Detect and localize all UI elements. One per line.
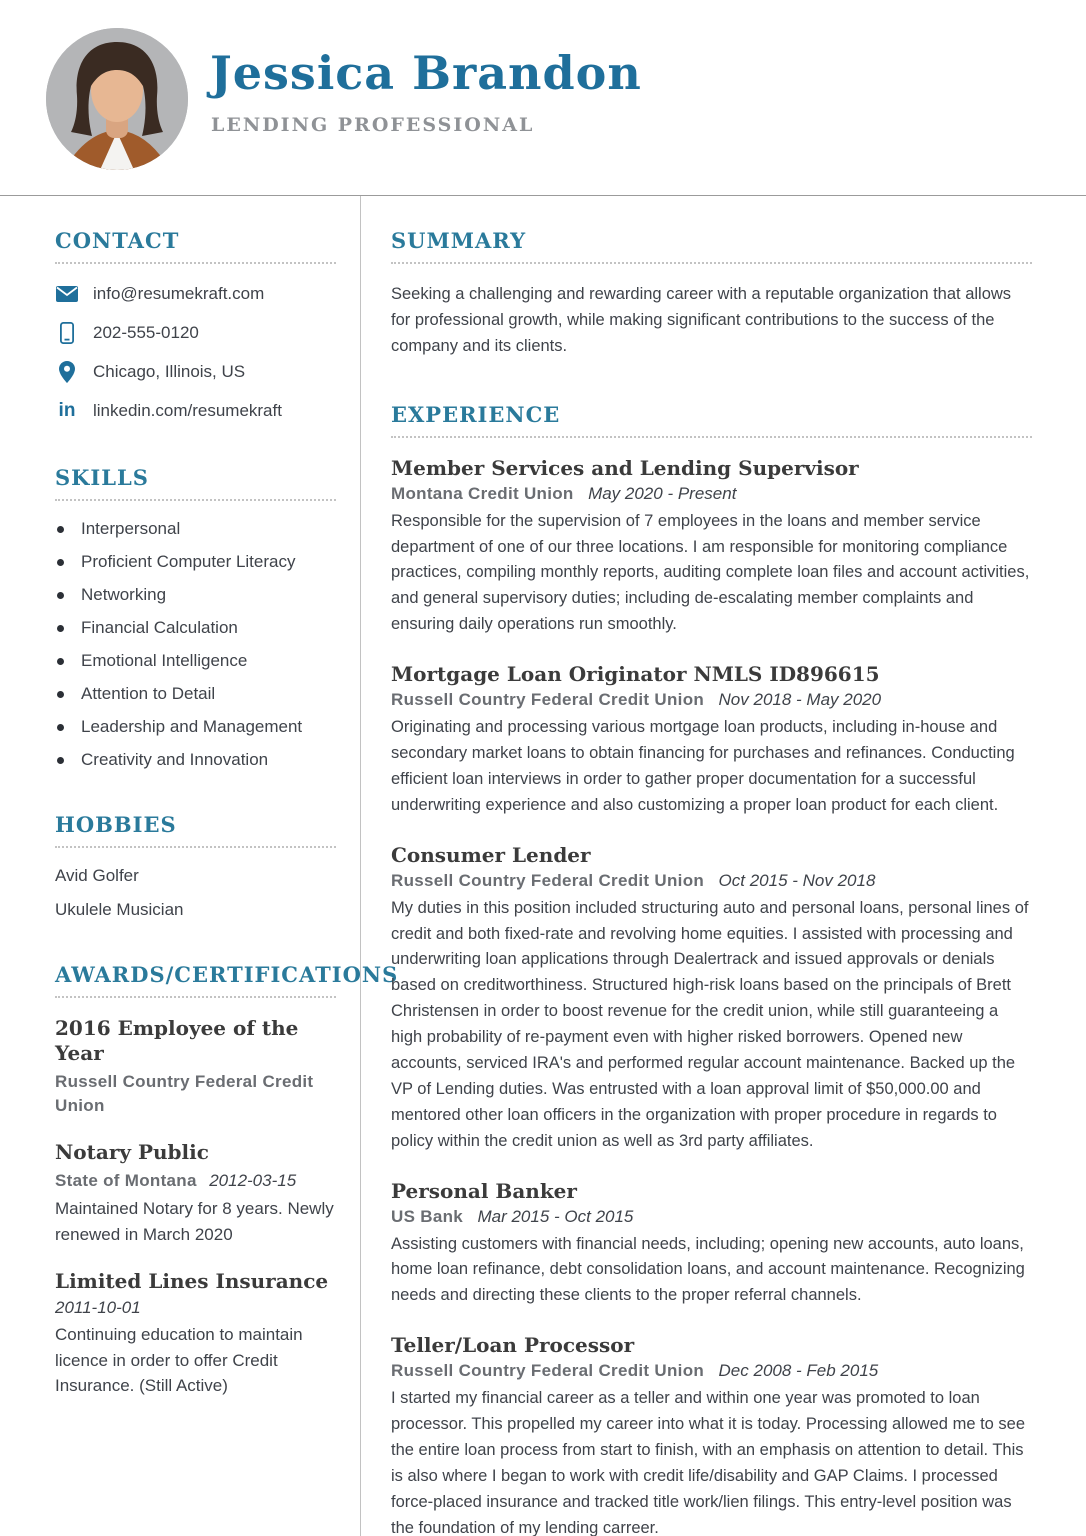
experience-section <box>391 402 1032 1536</box>
skill-item: Financial Calculation <box>55 618 336 638</box>
award-title: Notary Public <box>55 1139 209 1164</box>
phone-icon <box>55 321 79 345</box>
skill-item: Attention to Detail <box>55 684 336 704</box>
summary-section <box>391 228 1032 360</box>
experience-heading: EXPERIENCE <box>391 402 1032 438</box>
hobby-item: Ukulele Musician <box>55 900 184 919</box>
job-dates: May 2020 - Present <box>588 483 737 503</box>
award-organization: Russell Country Federal Credit Union <box>55 1072 314 1115</box>
job-title: Member Services and Lending Supervisor <box>391 455 859 480</box>
hobbies-section <box>55 812 336 920</box>
job-description: I started my financial career as a teller and within one year was promoted to loan processor. This propelled my career into what it is today. Processing allowed me to see the entire loan process from start to finish, with an emphasis on attention to detail. This is also where I began to work with credit life/disability and GAP Claims. I processed force-placed insurance and tracked title work/lien filings. This entry-level position was the foundation of my lending carreer. <box>391 1389 1026 1536</box>
hobbies-heading: HOBBIES <box>55 812 336 848</box>
job-title: Personal Banker <box>391 1178 577 1203</box>
awards-section <box>55 962 399 1399</box>
skill-item: Leadership and Management <box>55 717 336 737</box>
linkedin-icon: in <box>58 400 76 421</box>
job-company: Russell Country Federal Credit Union <box>391 870 705 890</box>
profile-photo <box>46 28 188 170</box>
job-dates: Mar 2015 - Oct 2015 <box>477 1206 634 1226</box>
skill-item: Emotional Intelligence <box>55 651 336 671</box>
profile-photo-illustration <box>46 28 188 170</box>
award-description: Continuing education to maintain licence in order to offer Credit Insurance. (Still Active) <box>55 1325 303 1396</box>
award-date: 2011-10-01 <box>55 1298 141 1318</box>
skills-heading: SKILLS <box>55 465 336 501</box>
contact-location-text: Chicago, Illinois, US <box>93 362 246 381</box>
skill-item: Interpersonal <box>55 519 336 539</box>
summary-text: Seeking a challenging and rewarding career with a reputable organization that allows for professional growth, while making significant contributions to the success of the company and its clients. <box>391 285 1012 355</box>
job-company: Russell Country Federal Credit Union <box>391 1361 705 1381</box>
skill-item: Creativity and Innovation <box>55 750 336 770</box>
mail-icon <box>55 282 79 306</box>
contact-email[interactable] <box>55 282 336 306</box>
contact-email-text: info@resumekraft.com <box>93 284 265 303</box>
job-meta <box>391 1361 1032 1381</box>
skill-item: Proficient Computer Literacy <box>55 552 336 572</box>
experience-entry <box>391 662 1032 819</box>
award-entry <box>55 1016 336 1118</box>
contact-location[interactable] <box>55 360 336 384</box>
award-entry <box>55 1140 336 1248</box>
award-entry <box>55 1269 336 1399</box>
skill-item: Networking <box>55 585 336 605</box>
job-meta <box>391 1207 1032 1227</box>
contact-phone[interactable] <box>55 321 336 345</box>
awards-heading: AWARDS/CERTIFICATIONS <box>55 962 336 998</box>
job-company: Montana Credit Union <box>391 483 574 503</box>
job-meta <box>391 690 1032 710</box>
person-name: Jessica Brandon <box>210 46 642 100</box>
job-meta <box>391 484 1032 504</box>
experience-entry <box>391 1333 1032 1536</box>
award-title: 2016 Employee of the Year <box>55 1016 299 1065</box>
contact-phone-text: 202-555-0120 <box>93 323 199 342</box>
job-company: Russell Country Federal Credit Union <box>391 690 705 710</box>
job-description: Assisting customers with financial needs, including; opening new accounts, auto loans, home loan refinance, debt consolidation loans, and account maintenance. Recognizing needs and directing these clients to the proper referral channels. <box>391 1234 1025 1305</box>
contact-section <box>55 228 336 423</box>
experience-entry <box>391 1179 1032 1310</box>
job-title: Mortgage Loan Originator NMLS ID896615 <box>391 662 880 687</box>
person-title: LENDING PROFESSIONAL <box>211 114 535 136</box>
job-description: My duties in this position included structuring auto and personal loans, personal lines of credit and both fixed-rate and revolving home equities. I assisted with processing and underwriting loan applications through Dealertrack and issued approvals or denials based on creditworthiness. Structured high-risk loans based on the principals of Brett Christensen in order to boost revenue for the credit union, while still guaranteeing a high probability of re-payment even with higher risked borrowers. Opened new accounts, serviced IRA's and performed regular account maintenance. Backed up the VP of Lending duties. Was entrusted with a loan approval limit of $50,000.00 and mentored other loan officers in the organization with proper procedure in regards to policy within the credit union as well as 3rd party affiliates. <box>391 898 1029 1150</box>
award-date: 2012-03-15 <box>209 1170 297 1190</box>
skills-list <box>55 519 336 770</box>
experience-entry <box>391 843 1032 1155</box>
job-title: Consumer Lender <box>391 842 591 867</box>
award-title: Limited Lines Insurance <box>55 1269 329 1294</box>
job-dates: Oct 2015 - Nov 2018 <box>718 870 876 890</box>
award-description: Maintained Notary for 8 years. Newly renewed in March 2020 <box>55 1199 334 1244</box>
contact-linkedin[interactable] <box>55 399 336 423</box>
job-meta <box>391 871 1032 891</box>
job-title: Teller/Loan Processor <box>391 1333 635 1358</box>
job-dates: Nov 2018 - May 2020 <box>718 690 882 710</box>
job-company: US Bank <box>391 1206 464 1226</box>
award-organization: State of Montana <box>55 1170 197 1190</box>
location-icon <box>55 360 79 384</box>
hobby-item: Avid Golfer <box>55 866 139 885</box>
right-column <box>361 196 1086 1536</box>
job-dates: Dec 2008 - Feb 2015 <box>718 1361 879 1381</box>
resume-body <box>0 196 1086 1536</box>
resume-header <box>0 0 1086 196</box>
left-column <box>0 196 399 1536</box>
summary-heading: SUMMARY <box>391 228 1032 264</box>
contact-linkedin-text: linkedin.com/resumekraft <box>93 401 282 420</box>
experience-entry <box>391 456 1032 638</box>
job-description: Originating and processing various mortgage loan products, including in-house and secondary market loans to obtain financing for purchases and refinances. Conducting efficient loan interviews in order to gather proper documentation for a successful underwriting experience and also customizing a proper loan product for each client. <box>391 718 1015 814</box>
contact-heading: CONTACT <box>55 228 336 264</box>
job-description: Responsible for the supervision of 7 employees in the loans and member service department of one of our three locations. I am responsible for monitoring compliance practices, compiling monthly reports, auditing complete loan files and account activities, and general supervisory duties; including de-escalating member complaints and ensuring daily operations run smoothly. <box>391 511 1030 634</box>
skills-section <box>55 465 336 770</box>
